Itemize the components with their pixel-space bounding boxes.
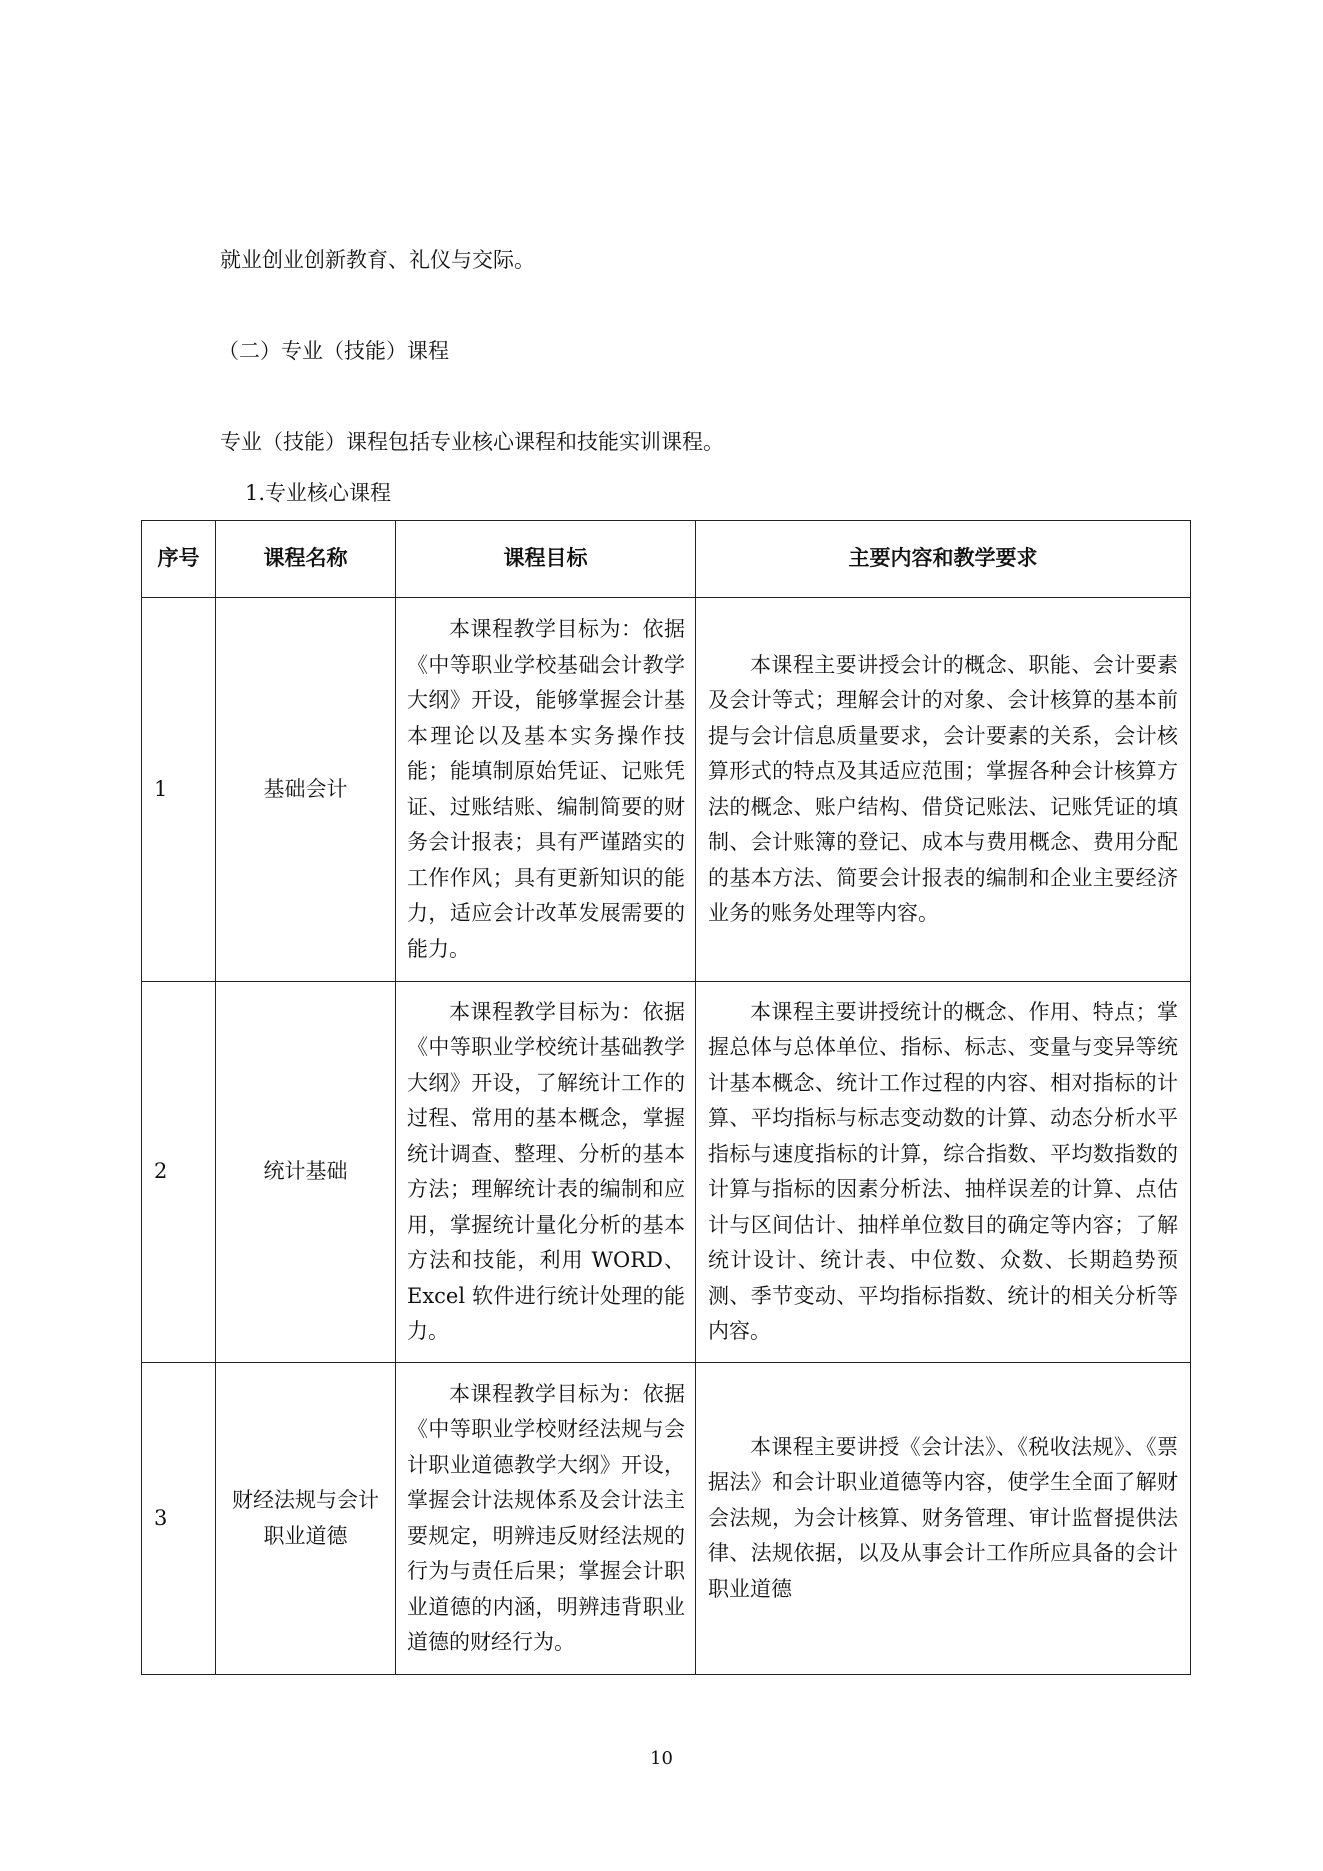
row-course-name: 基础会计 (216, 598, 396, 982)
row-seq: 2 (142, 982, 216, 1363)
paragraph-text: 就业创业创新教育、礼仪与交际。 (220, 248, 535, 272)
goal-text: 本课程教学目标为：依据《中等职业学校财经法规与会计职业道德教学大纲》开设，掌握会计法规体系及会计法主要规定，明辨违反财经法规的行为与责任后果；掌握会计职业道德的内涵，明辨违背职业道德的财经行为。 (407, 1381, 685, 1654)
row-course-goal (396, 1363, 696, 1675)
header-seq: 序号 (142, 521, 216, 598)
row-course-goal (396, 982, 696, 1363)
content-text: 本课程主要讲授会计的概念、职能、会计要素及会计等式；理解会计的对象、会计核算的基本前提与会计信息质量要求，会计要素的关系，会计核算形式的特点及其适应范围；掌握各种会计核算方法的概念、账户结构、借贷记账法、记账凭证的填制、会计账簿的登记、成本与费用概念、费用分配的基本方法、简要会计报表的编制和企业主要经济业务的账务处理等内容。 (708, 652, 1178, 925)
content-text: 本课程主要讲授统计的概念、作用、特点；掌握总体与总体单位、指标、标志、变量与变异等统计基本概念、统计工作过程的内容、相对指标的计算、平均指标与标志变动数的计算、动态分析水平指标与速度指标的计算，综合指数、平均数指数的计算与指标的因素分析法、抽样误差的计算、点估计与区间估计、抽样单位数目的确定等内容；了解统计设计、统计表、中位数、众数、长期趋势预测、季节变动、平均指标指数、统计的相关分析等内容。 (708, 999, 1178, 1343)
row-course-name: 财经法规与会计职业道德 (216, 1363, 396, 1675)
row-course-goal (396, 598, 696, 982)
header-course-content: 主要内容和教学要求 (696, 521, 1191, 598)
table-row (142, 598, 1191, 982)
paragraph-text: 专业（技能）课程包括专业核心课程和技能实训课程。 (220, 430, 724, 454)
section-heading: （二）专业（技能）课程 (218, 339, 449, 363)
table-row (142, 982, 1191, 1363)
row-seq: 1 (142, 598, 216, 982)
subsection-heading: 1.专业核心课程 (245, 481, 392, 505)
row-course-content (696, 982, 1191, 1363)
row-course-content (696, 598, 1191, 982)
row-course-name: 统计基础 (216, 982, 396, 1363)
goal-text: 本课程教学目标为：依据《中等职业学校基础会计教学大纲》开设，能够掌握会计基本理论以及基本实务操作技能；能填制原始凭证、记账凭证、过账结账、编制简要的财务会计报表；具有严谨踏实的工作作风；具有更新知识的能力，适应会计改革发展需要的能力。 (407, 617, 685, 961)
row-course-content (696, 1363, 1191, 1675)
page-number: 10 (650, 1748, 673, 1769)
table-header-row (142, 521, 1191, 598)
goal-text: 本课程教学目标为：依据《中等职业学校统计基础教学大纲》开设，了解统计工作的过程、常用的基本概念，掌握统计调查、整理、分析的基本方法；理解统计表的编制和应用，掌握统计量化分析的基本方法和技能，利用 WORD、Excel 软件进行统计处理的能力。 (407, 999, 685, 1343)
row-seq: 3 (142, 1363, 216, 1675)
header-course-name: 课程名称 (216, 521, 396, 598)
table-row (142, 1363, 1191, 1675)
content-text: 本课程主要讲授《会计法》、《税收法规》、《票据法》和会计职业道德等内容，使学生全面了解财会法规，为会计核算、财务管理、审计监督提供法律、法规依据，以及从事会计工作所应具备的会计职业道德 (708, 1434, 1178, 1601)
header-course-goal: 课程目标 (396, 521, 696, 598)
course-table (141, 520, 1191, 1675)
